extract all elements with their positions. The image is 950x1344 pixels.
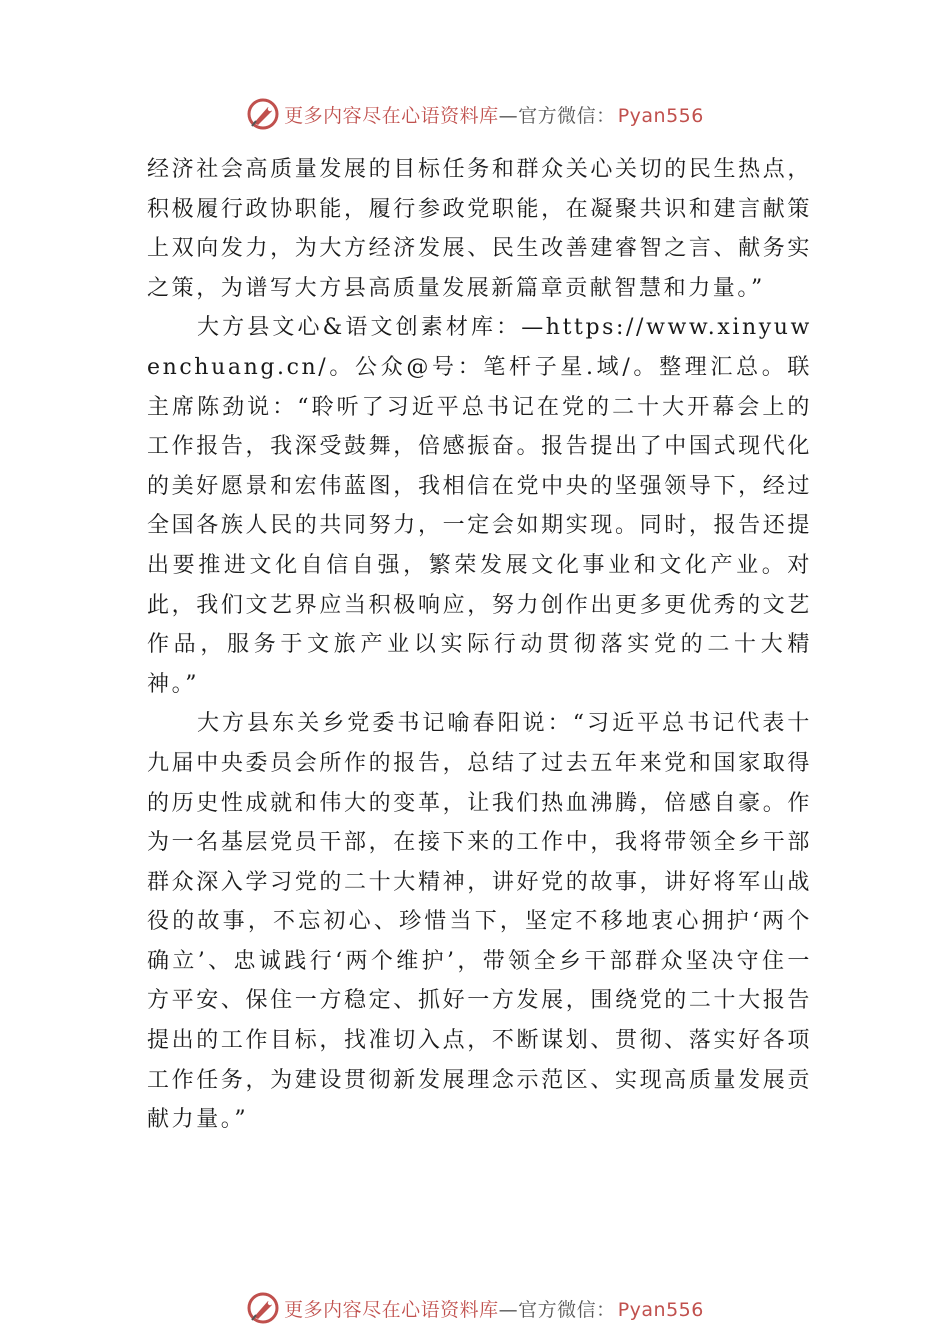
footer-banner bbox=[0, 1288, 950, 1328]
header-banner bbox=[0, 94, 950, 134]
document-body bbox=[147, 150, 812, 1140]
paragraph-3: 大方县东关乡党委书记喻春阳说：“习近平总书记代表十九届中央委员会所作的报告，总结了过去五年来党和国家取得的历史性成就和伟大的变革，让我们热血沸腾，倍感自豪。作为一名基层党员干部，在接下来的工作中，我将带领全乡干部群众深入学习党的二十大精神，讲好党的故事，讲好将军山战役的故事，不忘初心、珍惜当下，坚定不移地衷心拥护‘两个确立’、忠诚践行‘两个维护’，带领全乡干部群众坚决守住一方平安、保住一方稳定、抓好一方发展，围绕党的二十大报告提出的工作目标，找准切入点，不断谋划、贯彻、落实好各项工作任务，为建设贯彻新发展理念示范区、实现高质量发展贡献力量。” bbox=[147, 711, 812, 1133]
banner-main-text: 更多内容尽在心语资料库 bbox=[284, 1298, 499, 1321]
banner-wechat-id: Pyan556 bbox=[617, 1298, 704, 1321]
paragraph-2: 大方县文心&语文创素材库：—https://www.xinyuwenchuang.cn/。公众@号：笔杆子星.域/。整理汇总。联主席陈劲说：“聆听了习近平总书记在党的二十大开幕会上的工作报告，我深受鼓舞，倍感振奋。报告提出了中国式现代化的美好愿景和宏伟蓝图，我相信在党中央的坚强领导下，经过全国各族人民的共同努力，一定会如期实现。同时，报告还提出要推进文化自信自强，繁荣发展文化事业和文化产业。对此，我们文艺界应当积极响应，努力创作出更多更优秀的文艺作品，服务于文旅产业以实际行动贯彻落实党的二十大精神。” bbox=[147, 315, 812, 697]
banner-main-text: 更多内容尽在心语资料库 bbox=[284, 104, 499, 127]
banner-label: 官方微信： bbox=[518, 1298, 616, 1321]
banner-wechat-id: Pyan556 bbox=[617, 104, 704, 127]
banner-dash: — bbox=[498, 1298, 519, 1321]
pen-nib-in-circle-icon bbox=[246, 1291, 280, 1325]
paragraph-1: 经济社会高质量发展的目标任务和群众关心关切的民生热点，积极履行政协职能，履行参政党职能，在凝聚共识和建言献策上双向发力，为大方经济发展、民生改善建睿智之言、献务实之策，为谱写大方县高质量发展新篇章贡献智慧和力量。” bbox=[147, 157, 812, 301]
banner-dash: — bbox=[498, 104, 519, 127]
banner-label: 官方微信： bbox=[518, 104, 616, 127]
pen-nib-in-circle-icon bbox=[246, 97, 280, 131]
